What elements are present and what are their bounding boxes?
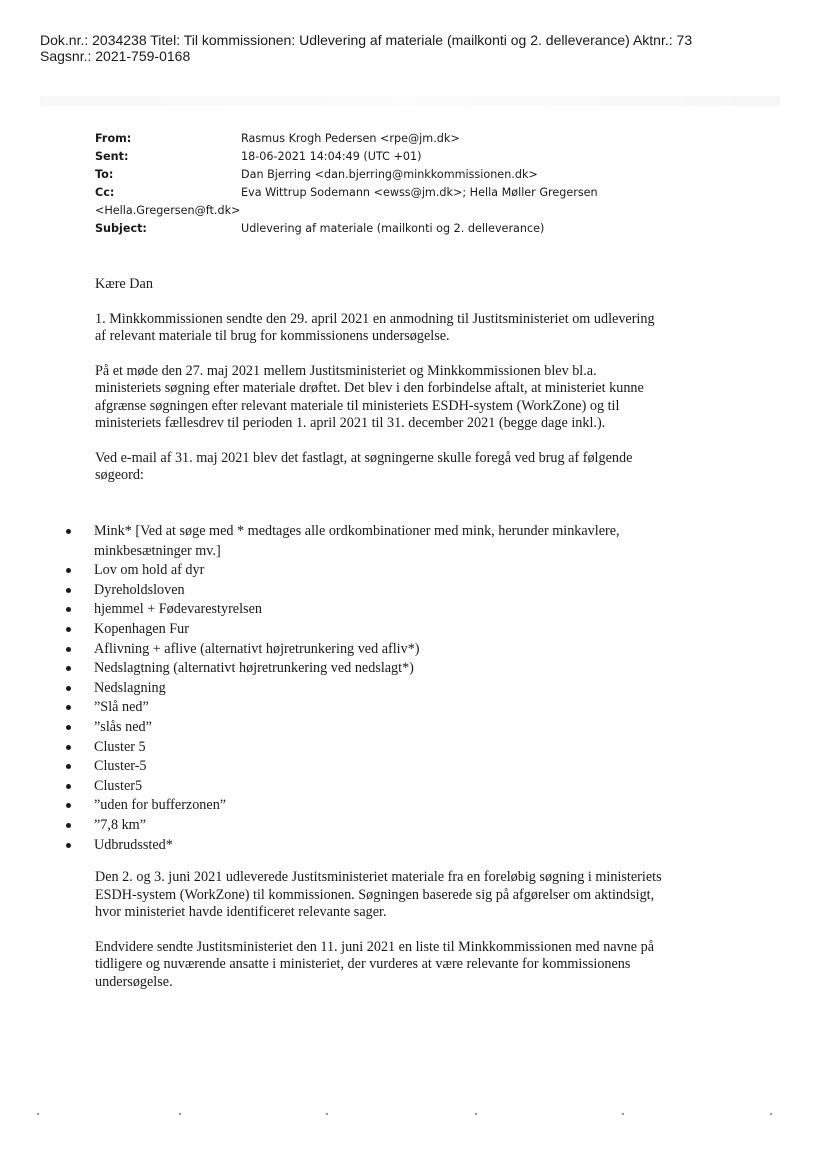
cc-value-continuation: <Hella.Gregersen@ft.dk> (95, 204, 241, 217)
bullet-icon (66, 705, 71, 710)
bullet-icon (66, 568, 71, 573)
list-item: Dyreholdsloven (66, 581, 766, 601)
list-item: Cluster5 (66, 777, 766, 797)
bullet-icon (66, 686, 71, 691)
paragraph-2-line: ministeriets søgning efter materiale drøftet. Det blev i den forbindelse aftalt, at ministeriet kunne (95, 380, 644, 396)
header-from (95, 130, 735, 148)
bullet-icon (66, 784, 71, 789)
email-headers (95, 130, 735, 238)
list-item: Kopenhagen Fur (66, 620, 766, 640)
bullet-icon (66, 529, 71, 534)
paragraph-3-line: Ved e-mail af 31. maj 2021 blev det fastlagt, at søgningerne skulle foregå ved brug af følgende (95, 449, 633, 466)
paragraph-2 (95, 363, 745, 433)
from-label: From: (95, 132, 132, 145)
stamp-line-case-number: Sagsnr.: 2021-759-0168 (40, 48, 191, 64)
list-item: Cluster-5 (66, 757, 766, 777)
scan-artifact-band (40, 96, 780, 106)
paragraph-5-line: undersøgelse. (95, 973, 173, 990)
paragraph-5-line: Endvidere sendte Justitsministeriet den 11. juni 2021 en liste til Minkkommissionen med navne på (95, 938, 655, 955)
paragraph-4-line: ESDH-system (WorkZone) til kommissionen. Søgningen baserede sig på afgørelser om aktindsigt, (95, 886, 655, 903)
header-sent (95, 148, 735, 166)
to-label: To: (95, 168, 114, 181)
search-terms-list (66, 522, 766, 855)
bullet-icon (66, 823, 71, 828)
email-body-bottom (95, 869, 755, 991)
list-item: ”uden for bufferzonen” (66, 796, 766, 816)
list-item: Cluster 5 (66, 738, 766, 758)
stamp-line-document: Dok.nr.: 2034238 Titel: Til kommissionen: Udlevering af materiale (mailkonti og 2. delleverance) Aktnr.: 73 (40, 32, 693, 48)
document-stamp (40, 32, 692, 64)
paragraph-1-line: 1. Minkkommissionen sendte den 29. april 2021 en anmodning til Justitsministeriet om udlevering (95, 310, 655, 327)
bullet-icon (66, 803, 71, 808)
bullet-icon (66, 627, 71, 632)
header-cc (95, 184, 735, 202)
cc-value: Eva Wittrup Sodemann <ewss@jm.dk>; Hella Møller Gregersen (241, 186, 598, 199)
paragraph-4 (95, 869, 755, 922)
paragraph-2-line: På et møde den 27. maj 2021 mellem Justitsministeriet og Minkkommissionen blev bl.a. (95, 362, 597, 379)
salutation: Kære Dan (95, 276, 153, 292)
list-item: Nedslagtning (alternativt højretrunkering ved nedslagt*) (66, 659, 766, 679)
list-item: Lov om hold af dyr (66, 561, 766, 581)
from-value: Rasmus Krogh Pedersen <rpe@jm.dk> (241, 132, 460, 145)
bullet-icon (66, 588, 71, 593)
bullet-icon (66, 843, 71, 848)
list-item: Udbrudssted* (66, 836, 766, 856)
to-value: Dan Bjerring <dan.bjerring@minkkommissionen.dk> (241, 168, 538, 181)
cc-label: Cc: (95, 186, 115, 199)
paragraph-5-line: tidligere og nuværende ansatte i ministeriet, der vurderes at være relevante for kommissionens (95, 956, 631, 972)
paragraph-3-line: søgeord: (95, 467, 144, 483)
paragraph-4-line: Den 2. og 3. juni 2021 udleverede Justitsministeriet materiale fra en foreløbig søgning i ministeriets (95, 869, 662, 885)
bullet-icon (66, 666, 71, 671)
sent-value: 18-06-2021 14:04:49 (UTC +01) (241, 150, 422, 163)
email-body-top (95, 276, 745, 485)
list-item: Mink* [Ved at søge med * medtages alle ordkombinationer med mink, herunder minkavlere, minkbesætninger mv.] (66, 522, 766, 561)
list-item: Aflivning + aflive (alternativt højretrunkering ved afliv*) (66, 640, 766, 660)
paragraph-2-line: ministeriets fællesdrev til perioden 1. april 2021 til 31. december 2021 (begge dage inkl.). (95, 415, 606, 431)
sent-label: Sent: (95, 150, 129, 163)
bullet-icon (66, 745, 71, 750)
list-item: hjemmel + Fødevarestyrelsen (66, 600, 766, 620)
paragraph-5 (95, 939, 755, 992)
paragraph-1-line: af relevant materiale til brug for kommissionens undersøgelse. (95, 328, 450, 344)
bullet-icon (66, 725, 71, 730)
header-subject (95, 220, 735, 238)
list-item: Nedslagning (66, 679, 766, 699)
subject-value: Udlevering af materiale (mailkonti og 2. delleverance) (241, 222, 545, 235)
bullet-icon (66, 647, 71, 652)
paragraph-3 (95, 450, 745, 485)
bullet-icon (66, 764, 71, 769)
list-item: ”Slå ned” (66, 698, 766, 718)
paragraph-2-line: afgrænse søgningen efter relevant materiale til ministeriets ESDH-system (WorkZone) og til (95, 397, 620, 414)
list-item: ”slås ned” (66, 718, 766, 738)
header-to (95, 166, 735, 184)
subject-label: Subject: (95, 222, 147, 235)
paragraph-1 (95, 311, 745, 346)
paragraph-4-line: hvor ministeriet havde identificeret relevante sager. (95, 904, 387, 920)
list-item: ”7,8 km” (66, 816, 766, 836)
bullet-icon (66, 607, 71, 612)
